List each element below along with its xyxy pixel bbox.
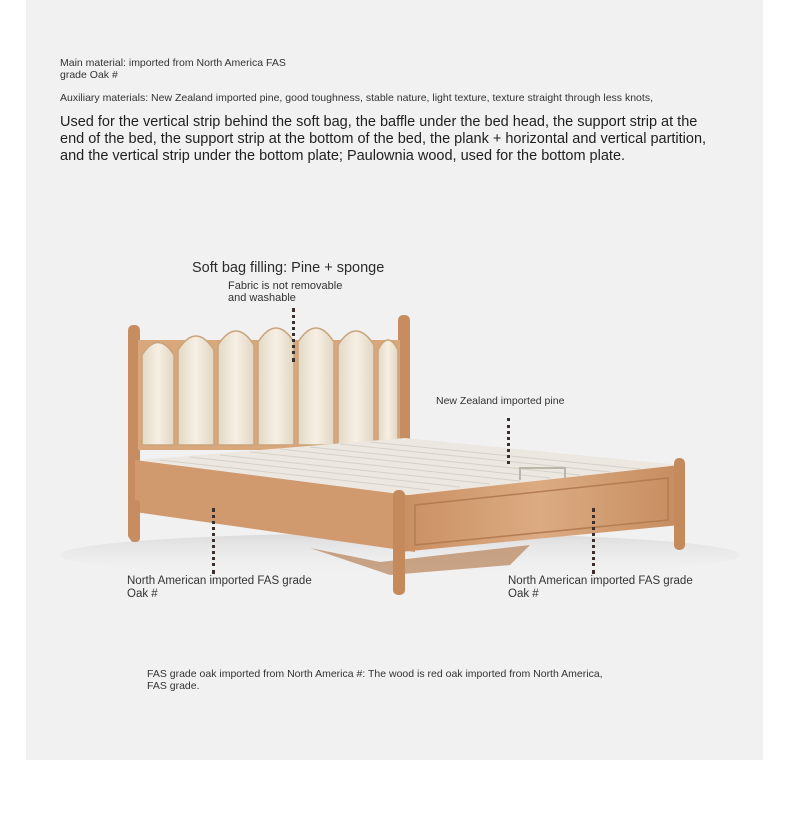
leader-line-oak-right [592, 508, 595, 574]
leader-line-fabric [292, 308, 295, 362]
nz-pine-label: New Zealand imported pine [436, 395, 565, 407]
oak-right-label: North American imported FAS grade Oak # [508, 575, 693, 600]
leader-line-oak-left [212, 508, 215, 574]
leg-back-left [130, 500, 140, 542]
headboard-cushions [142, 328, 398, 445]
soft-bag-filling-label: Soft bag filling: Pine + sponge [192, 260, 385, 276]
oak-footnote: FAS grade oak imported from North America #: The wood is red oak imported from North America, FAS grade. [147, 668, 603, 692]
auxiliary-materials-description: Used for the vertical strip behind the soft bag, the baffle under the bed head, the support strip at the end of the bed, the support strip at the bottom of the bed, the plank + horizontal and vertical partition, and the vertical strip under the bottom plate; Paulownia wood, used for the bottom plate. [60, 114, 707, 164]
leg-front-right [674, 458, 685, 550]
bed-illustration [40, 300, 760, 620]
fabric-label: Fabric is not removable and washable [228, 280, 343, 304]
leg-front-left [393, 490, 405, 595]
oak-left-label: North American imported FAS grade Oak # [127, 575, 312, 600]
leader-line-pine [507, 418, 510, 464]
main-material-text: Main material: imported from North America FAS grade Oak # [60, 57, 286, 81]
auxiliary-materials-heading: Auxiliary materials: New Zealand imported pine, good toughness, stable nature, light texture, texture straight through less knots, [60, 92, 653, 104]
